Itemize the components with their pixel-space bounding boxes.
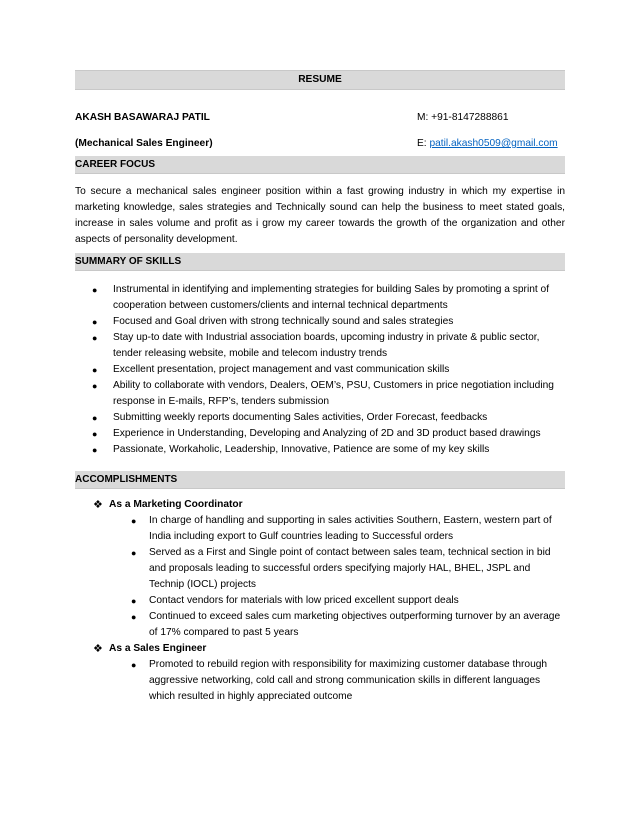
skill-text: Stay up-to date with Industrial association boards, upcoming industry in private & public sector, tender releasing website, mobile and telecom industry trends	[113, 332, 540, 359]
accomplishment-item	[75, 513, 565, 545]
contact-row-designation	[75, 136, 565, 152]
skill-item	[75, 314, 565, 330]
skills-list	[75, 282, 565, 458]
skill-item	[75, 282, 565, 314]
candidate-name: AKASH BASAWARAJ PATIL	[75, 112, 210, 123]
skill-text: Passionate, Workaholic, Leadership, Innovative, Patience are some of my key skills	[113, 444, 490, 455]
bullet-icon: ●	[92, 285, 98, 295]
skill-item	[75, 442, 565, 458]
candidate-designation: (Mechanical Sales Engineer)	[75, 138, 213, 149]
bullet-icon: ●	[131, 660, 137, 670]
contact-row-name	[75, 110, 565, 126]
bullet-icon: ●	[92, 429, 98, 439]
skills-heading: SUMMARY OF SKILLS	[75, 253, 565, 271]
role-title-text: As a Sales Engineer	[109, 643, 207, 654]
bullet-icon: ●	[92, 413, 98, 423]
resume-page	[75, 70, 565, 705]
career-focus-heading: CAREER FOCUS	[75, 156, 565, 174]
skill-text: Experience in Understanding, Developing and Analyzing of 2D and 3D product based drawings	[113, 428, 541, 439]
accomplishment-text: Contact vendors for materials with low priced excellent support deals	[149, 595, 459, 606]
accomplishment-text: Continued to exceed sales cum marketing objectives outperforming turnover by an average of 17% compared to past 5 years	[149, 611, 561, 638]
accomplishment-item	[75, 545, 565, 593]
role-title	[75, 497, 565, 513]
skill-text: Focused and Goal driven with strong technically sound and sales strategies	[113, 316, 454, 327]
skill-text: Submitting weekly reports documenting Sales activities, Order Forecast, feedbacks	[113, 412, 488, 423]
role-title	[75, 641, 565, 657]
accomplishment-item	[75, 609, 565, 641]
accomplishment-text: Promoted to rebuild region with responsibility for maximizing customer database through aggressive networking, cold call and strong communication skills in different languages which resulted in highly appreciated outcome	[149, 659, 548, 702]
email-label: E:	[417, 138, 430, 149]
bullet-icon: ●	[131, 516, 137, 526]
skill-text: Excellent presentation, project management and vast communication skills	[113, 364, 450, 375]
skill-item	[75, 362, 565, 378]
diamond-bullet-icon: ❖	[93, 499, 103, 511]
bullet-icon: ●	[92, 445, 98, 455]
skill-text: Instrumental in identifying and implementing strategies for building Sales by promoting a sprint of cooperation between customers/clients and internal technical departments	[113, 284, 550, 311]
bullet-icon: ●	[131, 548, 137, 558]
bullet-icon: ●	[131, 612, 137, 622]
mobile-number: M: +91-8147288861	[417, 112, 509, 123]
diamond-bullet-icon: ❖	[93, 643, 103, 655]
skill-item	[75, 426, 565, 442]
bullet-icon: ●	[92, 365, 98, 375]
role-items	[75, 657, 565, 705]
email-line	[417, 136, 565, 152]
accomplishment-item	[75, 657, 565, 705]
skill-text: Ability to collaborate with vendors, Dealers, OEM’s, PSU, Customers in price negotiation including response in E-mails, RFP’s, tenders submission	[113, 380, 554, 407]
career-focus-text: To secure a mechanical sales engineer position within a fast growing industry in which my expertise in marketing knowledge, sales strategies and Technically sound can help the business to meet stated goals, increase in sales volume and profit as i grow my career towards the growth of the organization and other aspects of personality development.	[75, 186, 565, 245]
accomplishment-text: In charge of handling and supporting in sales activities Southern, Eastern, western part of India including export to Gulf countries leading to Successful orders	[149, 515, 552, 542]
bullet-icon: ●	[92, 333, 98, 343]
accomplishment-text: Served as a First and Single point of contact between sales team, technical section in bid and proposals leading to successful orders specifying majorly HAL, BHEL, JSPL and Technip (IOCL) projects	[149, 547, 551, 590]
email-link[interactable]: patil.akash0509@gmail.com	[429, 138, 558, 149]
skill-item	[75, 410, 565, 426]
accomplishments-heading: ACCOMPLISHMENTS	[75, 471, 565, 489]
accomplishments-roles	[75, 497, 565, 705]
skill-item	[75, 330, 565, 362]
accomplishment-item	[75, 593, 565, 609]
bullet-icon: ●	[92, 381, 98, 391]
bullet-icon: ●	[131, 596, 137, 606]
role-items	[75, 513, 565, 641]
skill-item	[75, 378, 565, 410]
role-title-text: As a Marketing Coordinator	[109, 499, 243, 510]
resume-title: RESUME	[75, 70, 565, 90]
bullet-icon: ●	[92, 317, 98, 327]
